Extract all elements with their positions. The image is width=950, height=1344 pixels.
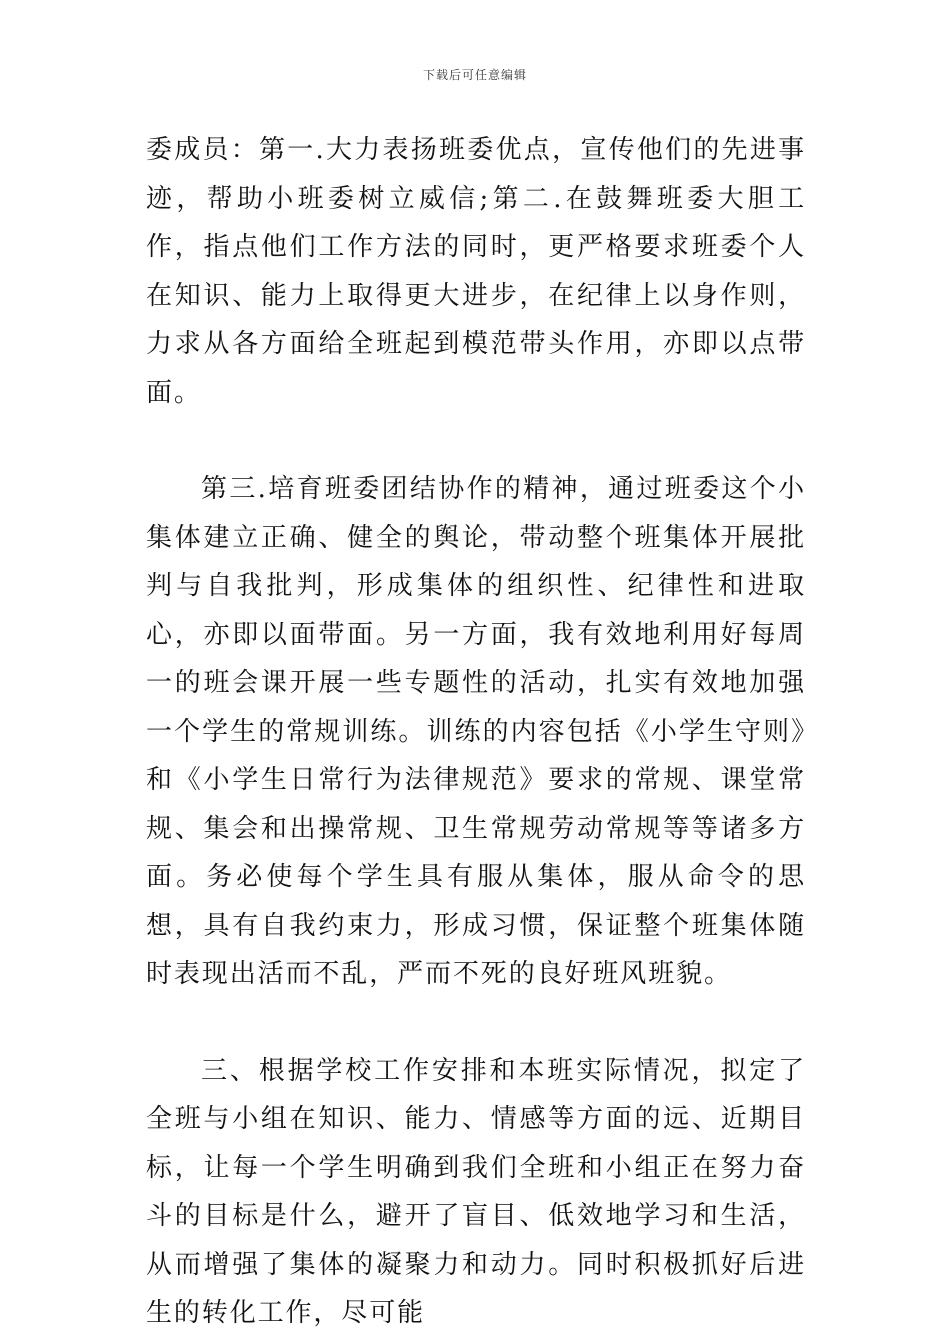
paragraph-3: 三、根据学校工作安排和本班实际情况，拟定了全班与小组在知识、能力、情感等方面的远、近期目标，让每一个学生明确到我们全班和小组正在努力奋斗的目标是什么，避开了盲目、低效地学习和生活，从而增强了集体的凝聚力和动力。同时积极抓好后进生的转化工作，尽可能: [146, 1055, 806, 1328]
paragraph-2: 第三.培育班委团结协作的精神，通过班委这个小集体建立正确、健全的舆论，带动整个班集体开展批判与自我批判，形成集体的组织性、纪律性和进取心，亦即以面带面。另一方面，我有效地利用好每周一的班会课开展一些专题性的活动，扎实有效地加强一个学生的常规训练。训练的内容包括《小学生守则》和《小学生日常行为法律规范》要求的常规、课堂常规、集会和出操常规、卫生常规劳动常规等等诸多方面。务必使每个学生具有服从集体，服从命令的思想，具有自我约束力，形成习惯，保证整个班集体随时表现出活而不乱，严而不死的良好班风班貌。: [146, 474, 806, 989]
paragraph-1: 委成员：第一.大力表扬班委优点，宣传他们的先进事迹，帮助小班委树立威信;第二.在鼓舞班委大胆工作，指点他们工作方法的同时，更严格要求班委个人在知识、能力上取得更大进步，在纪律上以身作则，力求从各方面给全班起到模范带头作用，亦即以点带面。: [146, 135, 806, 408]
paragraph-gap: [146, 999, 806, 1047]
document-body: [146, 126, 806, 1338]
page-header: 下载后可任意编辑: [422, 68, 527, 82]
paragraph-gap: [146, 417, 806, 465]
